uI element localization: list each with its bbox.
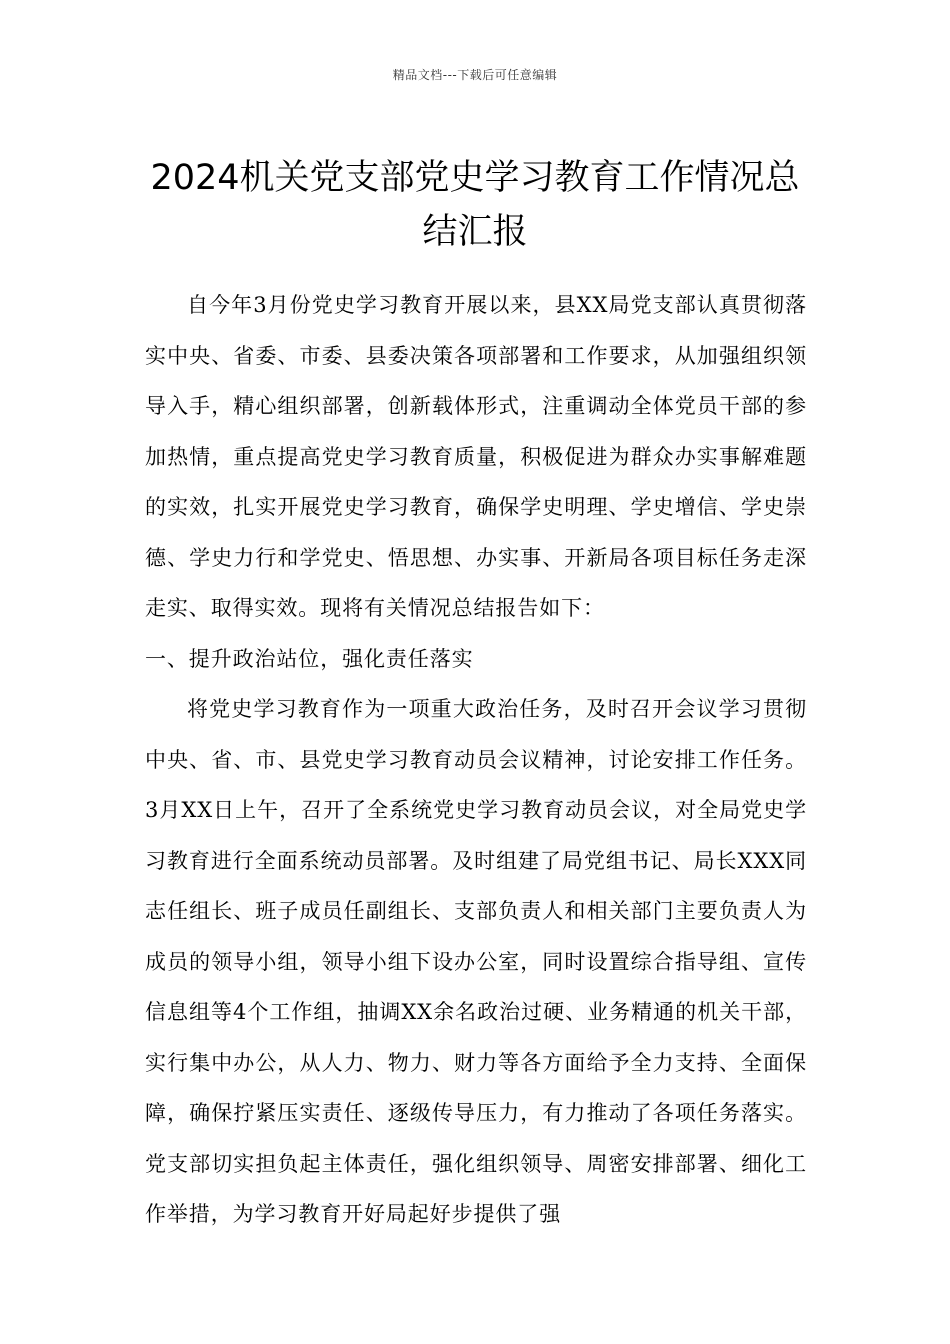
header-note: 精品文档---下载后可任意编辑 [392,68,558,82]
section-heading: 一、提升政治站位，强化责任落实 [145,646,474,671]
intro-paragraph: 自今年3月份党史学习教育开展以来，县XX局党支部认真贯彻落实中央、省委、市委、县委决策各项部署和工作要求，从加强组织领导入手，精心组织部署，创新载体形式，注重调动全体党员干部的参加热情，重点提高党史学习教育质量，积极促进为群众办实事解难题的实效，扎实开展党史学习教育，确保学史明理、学史增信、学史崇德、学史力行和学党史、悟思想、办实事、开新局各项目标任务走深走实、取得实效。现将有关情况总结报告如下： [145,293,807,620]
body-paragraph: 将党史学习教育作为一项重大政治任务，及时召开会议学习贯彻中央、省、市、县党史学习教育动员会议精神，讨论安排工作任务。3月XX日上午，召开了全系统党史学习教育动员会议，对全局党史学习教育进行全面系统动员部署。及时组建了局党组书记、局长XXX同志任组长、班子成员任副组长、支部负责人和相关部门主要负责人为成员的领导小组，领导小组下设办公室，同时设置综合指导组、宣传信息组等4个工作组，抽调XX余名政治过硬、业务精通的机关干部，实行集中办公，从人力、物力、财力等各方面给予全力支持、全面保障，确保拧紧压实责任、逐级传导压力，有力推动了各项任务落实。党支部切实担负起主体责任，强化组织领导、周密安排部署、细化工作举措，为学习教育开好局起好步提供了强 [145,697,807,1226]
document-body [145,280,807,1240]
document-title: 2024机关党支部党史学习教育工作情况总结汇报 [150,158,800,253]
